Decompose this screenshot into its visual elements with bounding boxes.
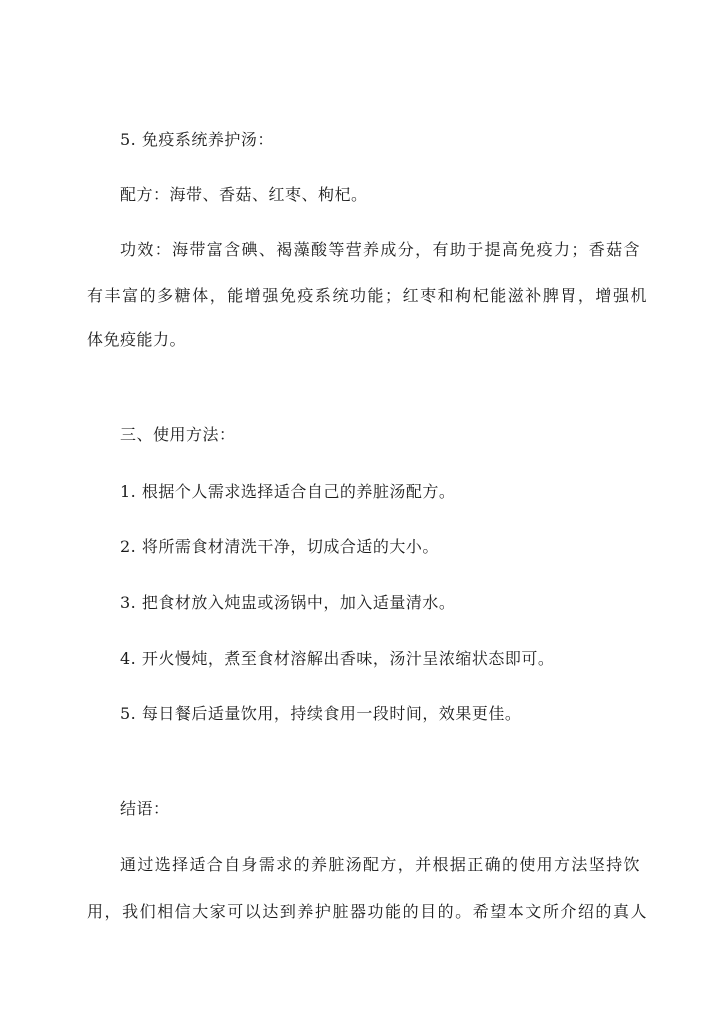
section-5-heading: 5. 免疫系统养护汤： (120, 130, 274, 149)
usage-step-5: 5. 每日餐后适量饮用，持续食用一段时间，效果更佳。 (120, 704, 522, 723)
section-5-recipe: 配方：海带、香菇、红枣、枸杞。 (120, 185, 368, 204)
section-5-effect-line-1: 功效：海带富含碘、褐藻酸等营养成分，有助于提高免疫力；香菇含 (120, 240, 640, 259)
conclusion-line-2: 用，我们相信大家可以达到养护脏器功能的目的。希望本文所介绍的真人 (87, 902, 647, 921)
usage-step-4: 4. 开火慢炖，煮至食材溶解出香味，汤汁呈浓缩状态即可。 (120, 649, 555, 668)
usage-step-1: 1. 根据个人需求选择适合自己的养脏汤配方。 (120, 482, 456, 501)
usage-heading: 三、使用方法： (120, 425, 236, 444)
usage-step-3: 3. 把食材放入炖盅或汤锅中，加入适量清水。 (120, 593, 456, 612)
usage-step-2: 2. 将所需食材清洗干净，切成合适的大小。 (120, 537, 439, 556)
conclusion-line-1: 通过选择适合自身需求的养脏汤配方，并根据正确的使用方法坚持饮 (120, 855, 640, 874)
section-5-effect-line-2: 有丰富的多糖体，能增强免疫系统功能；红枣和枸杞能滋补脾胃，增强机 (87, 286, 647, 305)
conclusion-heading: 结语： (120, 799, 170, 818)
section-5-effect-line-3: 体免疫能力。 (87, 330, 187, 349)
